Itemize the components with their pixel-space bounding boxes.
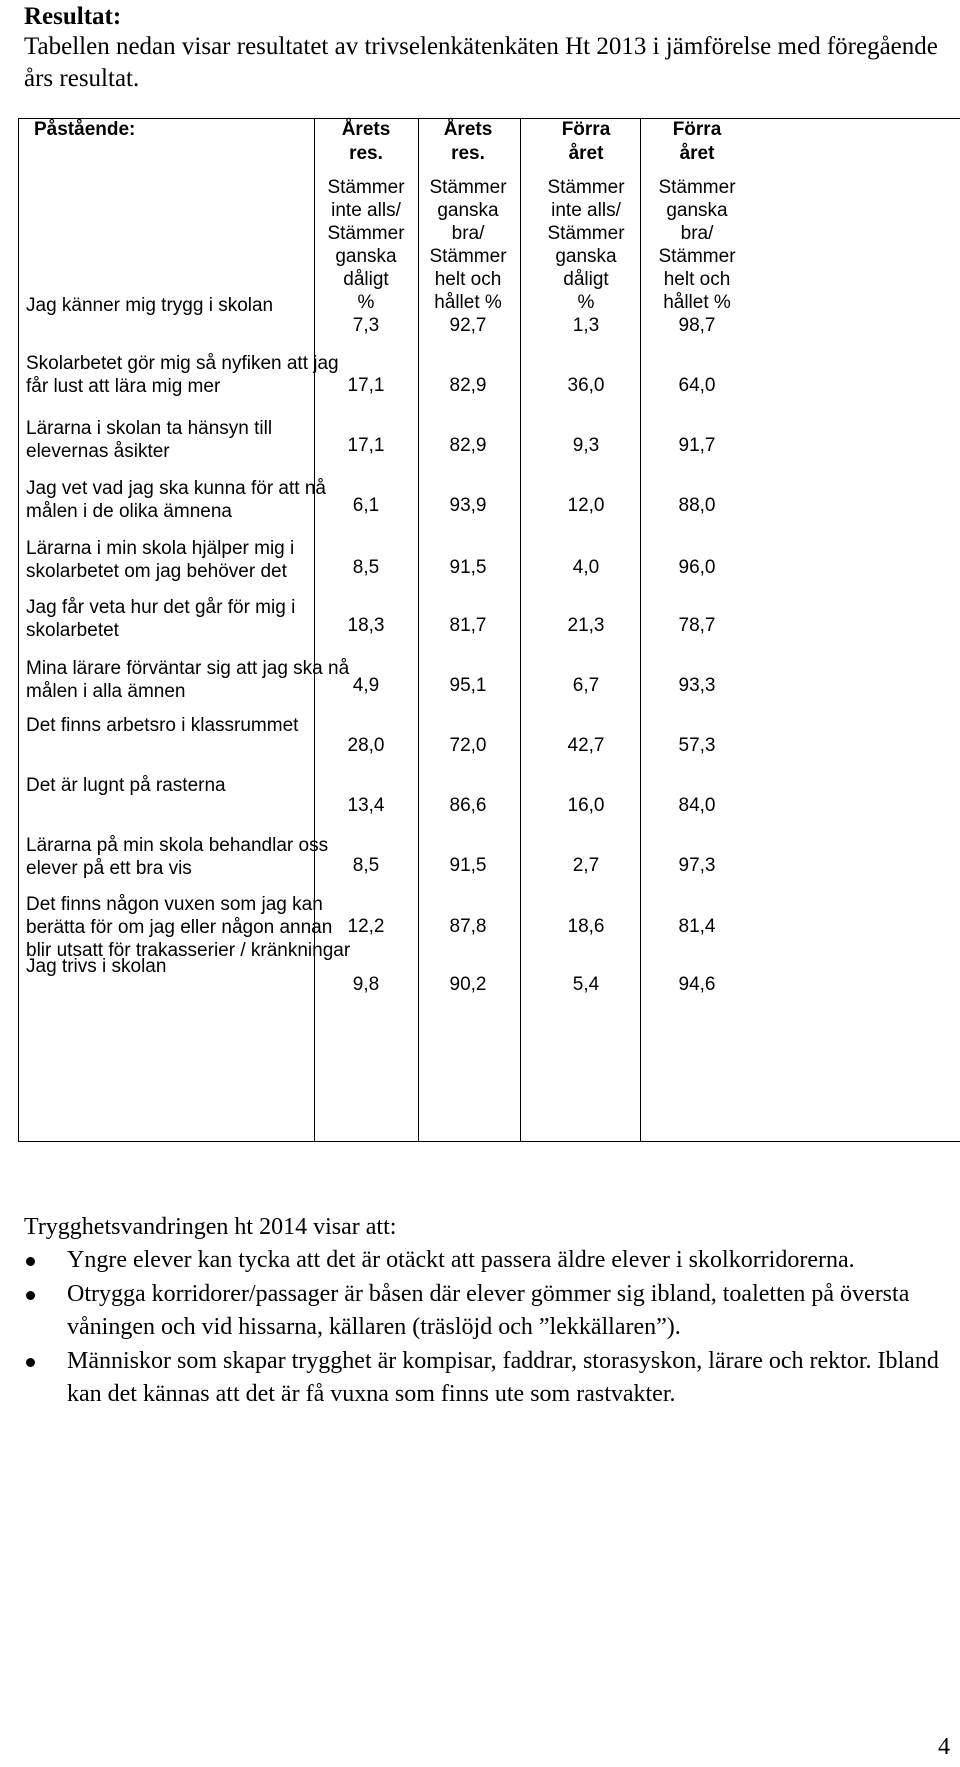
table-cell-value: 92,7: [449, 315, 487, 336]
column-subheader-line: ganska: [335, 246, 397, 267]
table-cell-value: 81,4: [678, 916, 716, 937]
table-cell-value: 4,0: [572, 557, 600, 578]
column-header-line: året: [679, 143, 715, 164]
table-cell-value: 6,1: [352, 495, 380, 516]
statement-header: Påstående:: [34, 119, 136, 140]
column-subheader-line: inte alls/: [551, 200, 621, 221]
table-cell-value: 5,4: [572, 974, 600, 995]
table-cell-value: 91,5: [449, 557, 487, 578]
table-cell-value: 2,7: [572, 855, 600, 876]
column-header: [642, 118, 752, 166]
table-cell-value: 97,3: [678, 855, 716, 876]
row-label-line: Jag vet vad jag ska kunna för att nå: [26, 478, 326, 499]
bullet-text: Yngre elever kan tycka att det är otäckt att passera äldre elever i skolkorridorerna.: [67, 1247, 855, 1273]
table-cell-value: 17,1: [347, 375, 385, 396]
column-header: [311, 118, 421, 166]
column-header-line: Förra: [672, 119, 722, 140]
table-cell-value: 21,3: [567, 615, 605, 636]
table-cell-value: 42,7: [567, 735, 605, 756]
bullet-text: Människor som skapar trygghet är kompisar, faddrar, storasyskon, lärare och rektor. Ibland kan det kännas att det är få vuxna som finns ute som rastvakter.: [67, 1348, 939, 1407]
table-cell-value: 95,1: [449, 675, 487, 696]
row-label-line: Jag trivs i skolan: [26, 956, 167, 977]
table-cell-value: 16,0: [567, 795, 605, 816]
column-subheader-line: hållet %: [663, 292, 731, 313]
row-label-line: elever på ett bra vis: [26, 858, 192, 879]
table-cell-value: 36,0: [567, 375, 605, 396]
table-cell-value: 57,3: [678, 735, 716, 756]
column-subheader-line: inte alls/: [331, 200, 401, 221]
row-label-line: målen i de olika ämnena: [26, 501, 232, 522]
bullet-item: [0, 1278, 947, 1344]
table-cell-value: 13,4: [347, 795, 385, 816]
column-subheader: [413, 176, 523, 314]
table-cell-value: 12,2: [347, 916, 385, 937]
column-header: [531, 118, 641, 166]
column-subheader-line: hållet %: [434, 292, 502, 313]
table-cell-value: 91,7: [678, 435, 716, 456]
row-label-line: elevernas åsikter: [26, 441, 170, 462]
section-title: Trygghetsvandringen ht 2014 visar att:: [24, 1214, 397, 1240]
row-label-line: Jag känner mig trygg i skolan: [26, 295, 274, 316]
table-cell-value: 4,9: [352, 675, 380, 696]
row-label-line: Lärarna i min skola hjälper mig i: [26, 538, 295, 559]
column-subheader-line: Stämmer: [327, 177, 405, 198]
row-label-line: Jag får veta hur det går för mig i: [26, 597, 296, 618]
column-subheader: [642, 176, 752, 314]
column-header-line: Förra: [561, 119, 611, 140]
table-cell-value: 90,2: [449, 974, 487, 995]
table-cell-value: 7,3: [352, 315, 380, 336]
row-label-line: Det finns någon vuxen som jag kan: [26, 894, 323, 915]
column-subheader: [531, 176, 641, 314]
column-subheader-line: Stämmer: [547, 223, 625, 244]
row-label-line: Det finns arbetsro i klassrummet: [26, 715, 299, 736]
column-header-line: res.: [451, 143, 485, 164]
column-subheader-line: dåligt: [343, 269, 389, 290]
table-cell-value: 82,9: [449, 375, 487, 396]
column-header-line: året: [568, 143, 604, 164]
column-subheader-line: ganska: [437, 200, 499, 221]
table-cell-value: 1,3: [572, 315, 600, 336]
table-cell-value: 18,6: [567, 916, 605, 937]
table-cell-value: 96,0: [678, 557, 716, 578]
bullet-dot-icon: [26, 1257, 35, 1266]
table-cell-value: 17,1: [347, 435, 385, 456]
column-subheader-line: ganska: [555, 246, 617, 267]
table-cell-value: 9,3: [572, 435, 600, 456]
column-header-line: res.: [349, 143, 383, 164]
bullet-item: [0, 1345, 947, 1411]
table-cell-value: 28,0: [347, 735, 385, 756]
row-label-line: skolarbetet: [26, 620, 119, 641]
column-subheader-line: Stämmer: [327, 223, 405, 244]
result-heading: Resultat:: [24, 3, 122, 30]
row-label-line: Lärarna i skolan ta hänsyn till: [26, 418, 273, 439]
table-cell-value: 64,0: [678, 375, 716, 396]
table-cell-value: 91,5: [449, 855, 487, 876]
bullet-text: Otrygga korridorer/passager är båsen där elever gömmer sig ibland, toaletten på översta våningen och vid hissarna, källaren (träslöjd och ”lekkällaren”).: [67, 1281, 910, 1340]
row-label-line: blir utsatt för trakasserier / kränkningar: [26, 940, 351, 961]
row-label-line: berätta för om jag eller någon annan: [26, 917, 333, 938]
column-subheader-line: helt och: [434, 269, 502, 290]
table-cell-value: 94,6: [678, 974, 716, 995]
table-cell-value: 87,8: [449, 916, 487, 937]
bullet-list: [0, 1244, 960, 1412]
row-label-line: skolarbetet om jag behöver det: [26, 561, 287, 582]
column-subheader-line: bra/: [680, 223, 714, 244]
table-cell-value: 8,5: [352, 557, 380, 578]
table-cell-value: 86,6: [449, 795, 487, 816]
column-subheader-line: Stämmer: [429, 177, 507, 198]
table-cell-value: 82,9: [449, 435, 487, 456]
column-subheader-line: dåligt: [563, 269, 609, 290]
table-cell-value: 72,0: [449, 735, 487, 756]
column-subheader-line: Stämmer: [547, 177, 625, 198]
table-cell-value: 98,7: [678, 315, 716, 336]
column-header-line: Årets: [341, 119, 391, 140]
bullet-item: [0, 1244, 947, 1277]
row-label-line: Mina lärare förväntar sig att jag ska nå: [26, 658, 350, 679]
column-subheader-line: Stämmer: [429, 246, 507, 267]
row-label-line: Det är lugnt på rasterna: [26, 775, 226, 796]
table-cell-value: 81,7: [449, 615, 487, 636]
table-cell-value: 9,8: [352, 974, 380, 995]
table-cell-value: 88,0: [678, 495, 716, 516]
table-cell-value: 12,0: [567, 495, 605, 516]
column-subheader-line: helt och: [663, 269, 731, 290]
column-subheader-line: Stämmer: [658, 177, 736, 198]
row-label-line: får lust att lära mig mer: [26, 376, 221, 397]
column-subheader-line: bra/: [451, 223, 485, 244]
row-label-line: målen i alla ämnen: [26, 681, 186, 702]
table-cell-value: 93,3: [678, 675, 716, 696]
table-cell-value: 84,0: [678, 795, 716, 816]
table-cell-value: 78,7: [678, 615, 716, 636]
intro-text: Tabellen nedan visar resultatet av trivselenkätenkäten Ht 2013 i jämförelse med föregående års resultat.: [24, 33, 938, 92]
bullet-dot-icon: [26, 1291, 35, 1300]
column-subheader-line: Stämmer: [658, 246, 736, 267]
row-label-line: Lärarna på min skola behandlar oss: [26, 835, 329, 856]
column-header: [413, 118, 523, 166]
column-header-line: Årets: [443, 119, 493, 140]
table-cell-value: 8,5: [352, 855, 380, 876]
column-subheader-line: %: [357, 292, 375, 313]
table-cell-value: 6,7: [572, 675, 600, 696]
page-number: 4: [938, 1734, 950, 1760]
column-subheader-line: %: [577, 292, 595, 313]
table-cell-value: 18,3: [347, 615, 385, 636]
column-subheader-line: ganska: [666, 200, 728, 221]
table-cell-value: 93,9: [449, 495, 487, 516]
bullet-dot-icon: [26, 1358, 35, 1367]
row-label-line: Skolarbetet gör mig så nyfiken att jag: [26, 353, 339, 374]
